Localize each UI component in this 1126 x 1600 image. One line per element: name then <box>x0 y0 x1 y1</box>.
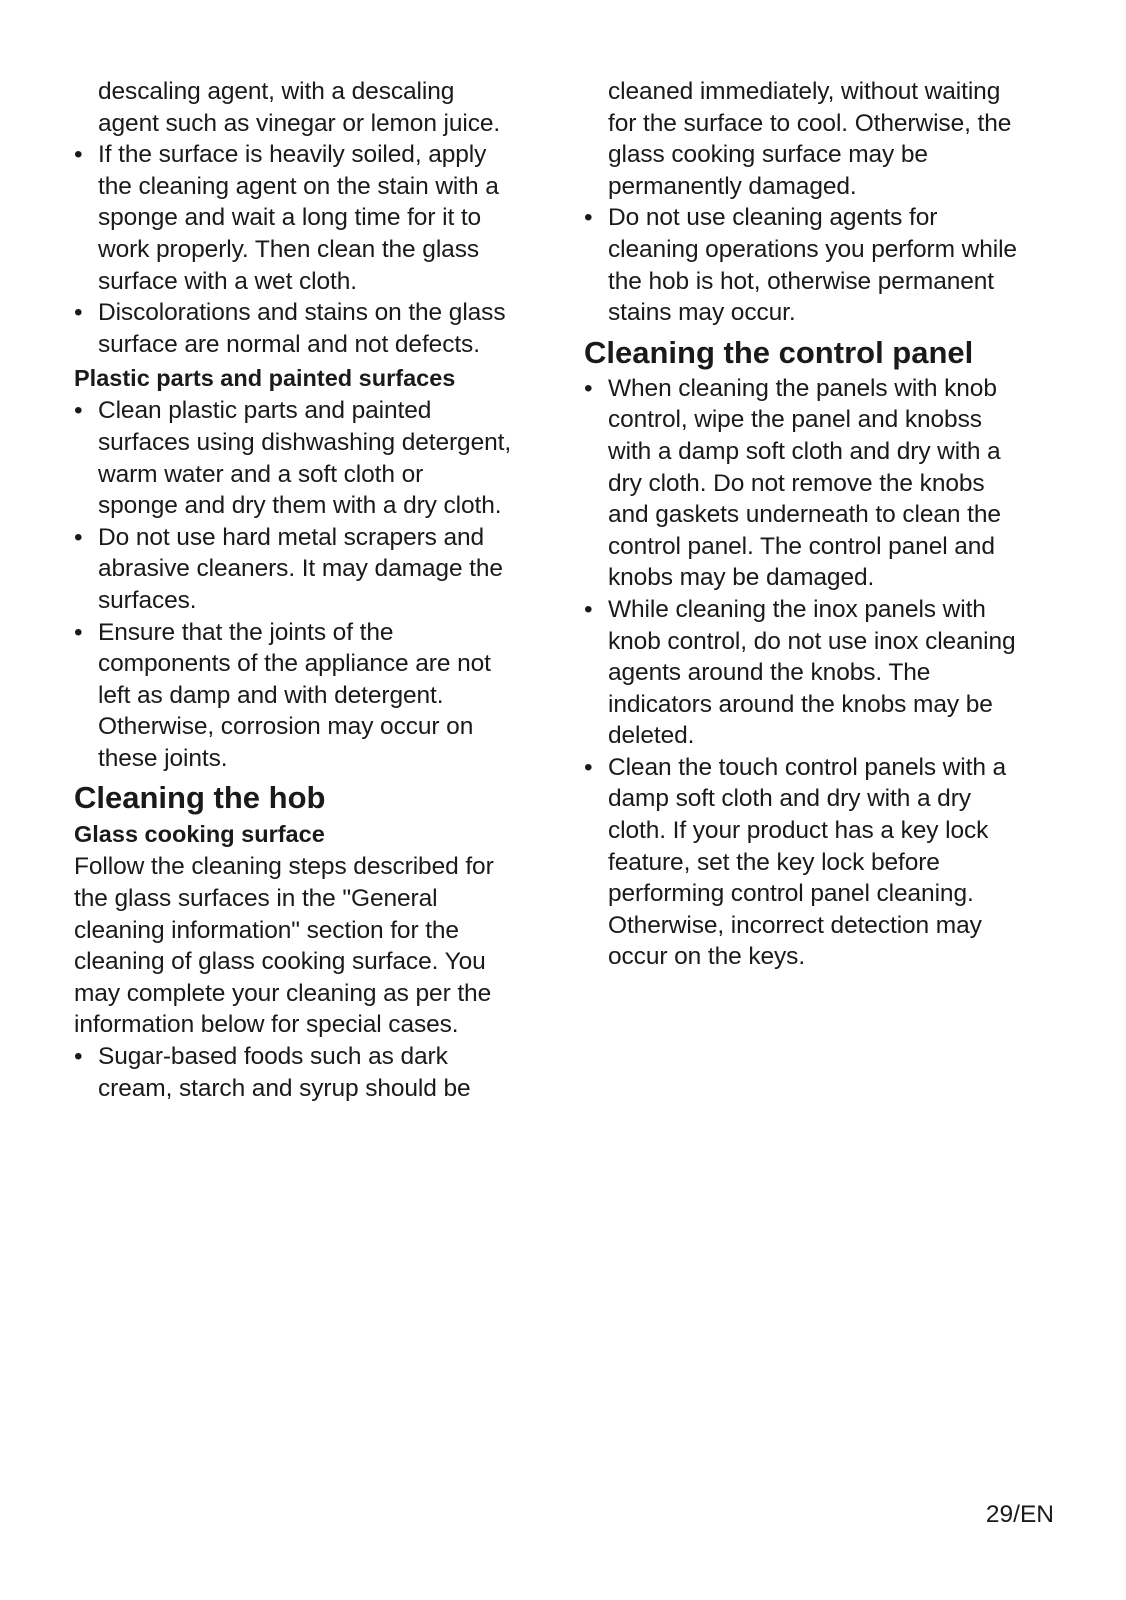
text-line: surfaces. <box>98 586 197 614</box>
text-line: the glass surfaces in the "General <box>74 885 438 913</box>
text-line: left as damp and with detergent. <box>98 681 444 709</box>
glass-bullet-list <box>74 139 544 360</box>
text-line: cleaning of glass cooking surface. You <box>74 948 486 976</box>
text-line: knob control, do not use inox cleaning <box>608 627 1016 655</box>
text-line: for the surface to cool. Otherwise, the <box>608 109 1012 137</box>
text-line: glass cooking surface may be <box>608 141 928 169</box>
text-line: occur on the keys. <box>608 943 806 971</box>
text-line: and gaskets underneath to clean the <box>608 501 1001 529</box>
text-line: work properly. Then clean the glass <box>98 235 479 263</box>
text-line: permanently damaged. <box>608 172 857 200</box>
text-line: descaling agent, with a descaling <box>98 78 455 105</box>
text-line: • Sugar-based foods such as dark <box>98 1043 448 1071</box>
text-line: agents around the knobs. The <box>608 659 931 687</box>
text-line: surface are normal and not defects. <box>98 330 480 358</box>
text-line: components of the appliance are not <box>98 650 491 678</box>
text-line: damp soft cloth and dry with a dry <box>608 785 971 813</box>
sugar-continuation <box>584 76 1056 202</box>
control-panel-bullet-list <box>584 373 1056 973</box>
text-line: control, wipe the panel and knobss <box>608 406 982 434</box>
text-line: • Clean plastic parts and painted <box>98 397 432 425</box>
cleaning-control-panel-heading: Cleaning the control panel <box>584 334 974 370</box>
text-line: • While cleaning the inox panels with <box>608 595 986 623</box>
list-item <box>74 139 544 297</box>
text-line: feature, set the key lock before <box>608 848 940 876</box>
text-line: knobs may be damaged. <box>608 564 875 592</box>
text-line: stains may occur. <box>608 299 796 327</box>
text-line: • If the surface is heavily soiled, apply <box>98 141 487 169</box>
text-line: cleaned immediately, without waiting <box>608 78 1001 105</box>
text-line: • Clean the touch control panels with a <box>608 753 1007 781</box>
text-line: • Do not use hard metal scrapers and <box>98 523 485 551</box>
cleaning-hob-heading: Cleaning the hob <box>74 780 326 816</box>
text-line: indicators around the knobs may be <box>608 690 993 718</box>
text-line: • Do not use cleaning agents for <box>608 204 938 232</box>
glass-cooking-surface-heading: Glass cooking surface <box>74 821 325 848</box>
list-item <box>74 617 544 775</box>
text-line: Otherwise, incorrect detection may <box>608 911 982 939</box>
text-line: warm water and a soft cloth or <box>98 460 424 488</box>
text-line: • When cleaning the panels with knob <box>608 374 997 402</box>
text-line: cleaning operations you perform while <box>608 235 1017 263</box>
text-line: agent such as vinegar or lemon juice. <box>98 109 501 137</box>
text-line: • Discolorations and stains on the glass <box>98 299 506 327</box>
text-line: the cleaning agent on the stain with a <box>98 172 499 200</box>
left-column <box>74 76 544 1104</box>
text-line: performing control panel cleaning. <box>608 880 974 908</box>
text-line: surface with a wet cloth. <box>98 267 357 295</box>
right-column <box>584 76 1056 973</box>
sugar-bullet-list <box>74 1041 544 1104</box>
text-line: cleaning information" section for the <box>74 916 459 944</box>
intro-continuation <box>74 76 544 139</box>
text-line: dry cloth. Do not remove the knobs <box>608 469 985 497</box>
text-line: the hob is hot, otherwise permanent <box>608 267 995 295</box>
list-item <box>584 594 1056 752</box>
page-number: 29/EN <box>985 1501 1054 1528</box>
plastic-parts-heading: Plastic parts and painted surfaces <box>74 365 456 392</box>
text-line: with a damp soft cloth and dry with a <box>608 437 1001 465</box>
text-line: abrasive cleaners. It may damage the <box>98 555 503 583</box>
text-line: deleted. <box>608 722 695 750</box>
list-item <box>584 202 1056 328</box>
text-line: information below for special cases. <box>74 1011 459 1039</box>
text-line: Otherwise, corrosion may occur on <box>98 713 474 741</box>
text-line: cloth. If your product has a key lock <box>608 817 989 845</box>
plastic-bullet-list <box>74 395 544 774</box>
text-line: sponge and dry them with a dry cloth. <box>98 492 502 520</box>
list-item <box>74 395 544 521</box>
list-item <box>584 752 1056 973</box>
list-item <box>74 522 544 617</box>
text-line: control panel. The control panel and <box>608 532 995 560</box>
list-item <box>584 373 1056 594</box>
list-item <box>74 297 544 360</box>
text-line: may complete your cleaning as per the <box>74 979 492 1007</box>
text-line: • Ensure that the joints of the <box>98 618 394 646</box>
text-line: sponge and wait a long time for it to <box>98 204 482 232</box>
text-line: surfaces using dishwashing detergent, <box>98 428 512 456</box>
glass-cooking-paragraph <box>74 851 544 1041</box>
hot-hob-bullet-list <box>584 202 1056 328</box>
list-item <box>74 1041 544 1104</box>
text-line: cream, starch and syrup should be <box>98 1074 471 1102</box>
text-line: these joints. <box>98 744 228 772</box>
text-line: Follow the cleaning steps described for <box>74 853 494 881</box>
